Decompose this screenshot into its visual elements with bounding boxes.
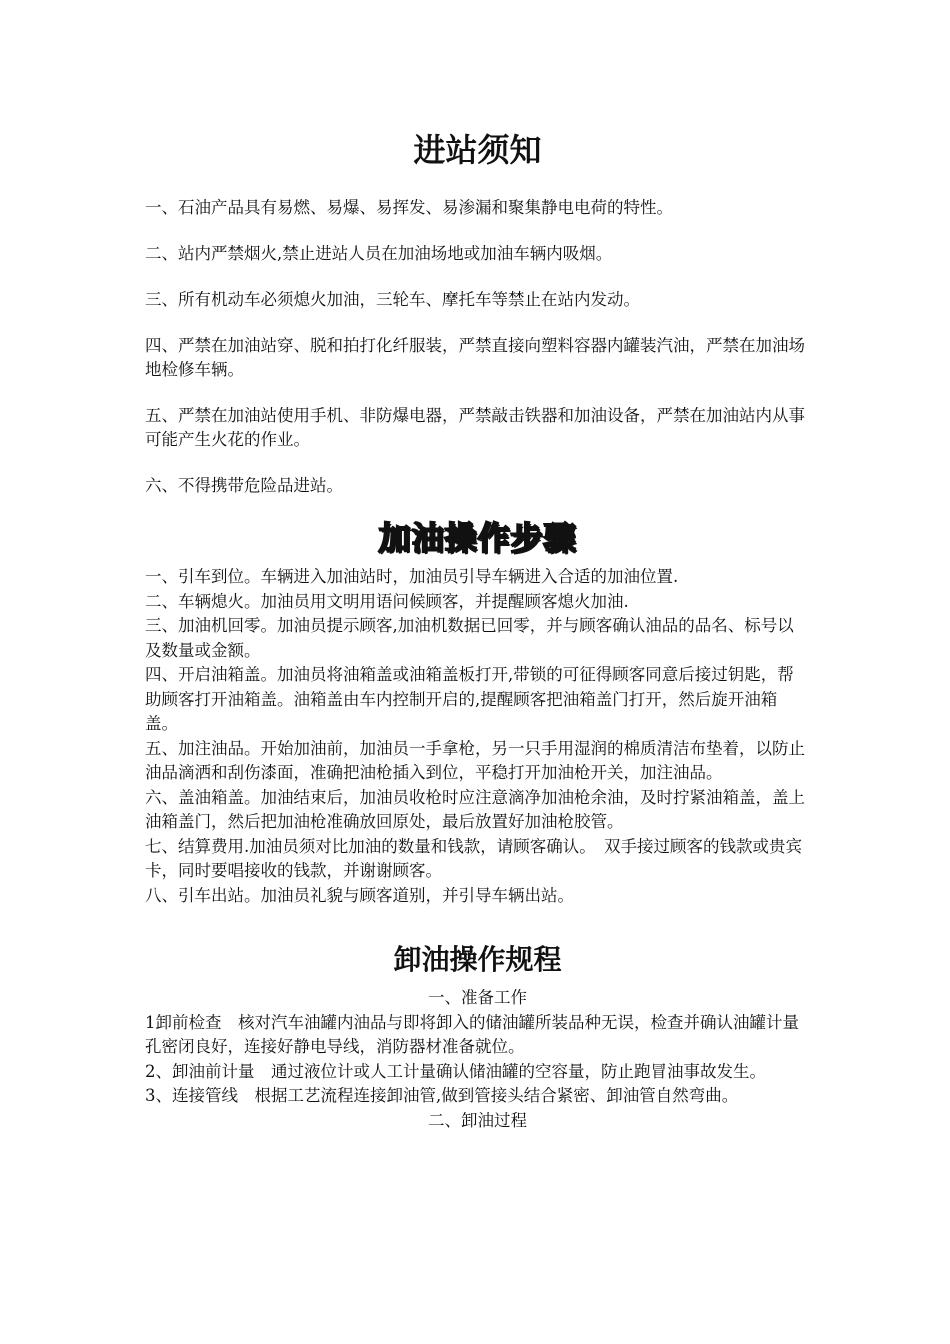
step-item: 四、开启油箱盖。加油员将油箱盖或油箱盖板打开,带锁的可征得顾客同意后接过钥匙，帮助顾客打开油箱盖。油箱盖由车内控制开启的,提醒顾客把油箱盖门打开，然后旋开油箱盖。	[145, 665, 794, 733]
step-item: 二、车辆熄火。加油员用文明用语问候顾客，并提醒顾客熄火加油.	[145, 591, 629, 611]
unload-procedure-title: 卸油操作规程	[393, 943, 562, 976]
notice-item: 一、石油产品具有易燃、易爆、易挥发、易渗漏和聚集静电电荷的特性。	[145, 198, 673, 217]
step-item: 三、加油机回零。加油员提示顾客,加油机数据已回零，并与顾客确认油品的品名、标号以及数量或金额。	[145, 616, 794, 660]
notice-item: 四、严禁在加油站穿、脱和拍打化纤服装，严禁直接向塑料容器内罐装汽油，严禁在加油场地检修车辆。	[145, 336, 805, 379]
step-item: 八、引车出站。加油员礼貌与顾客道别，并引导车辆出站。	[145, 885, 574, 905]
subheading-unloading-process: 二、卸油过程	[428, 1110, 527, 1130]
notice-item: 六、不得携带危险品进站。	[145, 476, 343, 495]
notice-item: 二、站内严禁烟火,禁止进站人员在加油场地或加油车辆内吸烟。	[145, 244, 613, 263]
step-item: 七、结算费用.加油员须对比加油的数量和钱款，请顾客确认。 双手接过顾客的钱款或贵宾卡，同时要唱接收的钱款，并谢谢顾客。	[145, 836, 802, 880]
notice-item: 三、所有机动车必须熄火加油，三轮车、摩托车等禁止在站内发动。	[145, 290, 640, 309]
step-item: 一、引车到位。车辆进入加油站时，加油员引导车辆进入合适的加油位置.	[145, 567, 679, 586]
notice-list	[145, 196, 810, 520]
unload-item: 3、连接管线 根据工艺流程连接卸油管,做到管接头结合紧密、卸油管自然弯曲。	[145, 1086, 739, 1105]
unload-item: 1卸前检查 核对汽车油罐内油品与即将卸入的储油罐所装品种无误，检查并确认油罐计量孔密闭良好，连接好静电导线，消防器材准备就位。	[145, 1012, 799, 1056]
notice-title: 进站须知	[413, 131, 542, 169]
subheading-preparation: 一、准备工作	[428, 988, 527, 1007]
unload-procedure-body	[145, 986, 810, 1133]
step-item: 五、加注油品。开始加油前，加油员一手拿枪，另一只手用湿润的棉质清洁布垫着，以防止油品滴洒和刮伤漆面，准确把油枪插入到位，平稳打开加油枪开关，加注油品。	[145, 738, 805, 782]
notice-item: 五、严禁在加油站使用手机、非防爆电器，严禁敲击铁器和加油设备，严禁在加油站内从事可能产生火花的作业。	[145, 406, 805, 449]
unload-item: 2、卸油前计量 通过液位计或人工计量确认储油罐的空容量，防止跑冒油事故发生。	[145, 1061, 766, 1081]
step-item: 六、盖油箱盖。加油结束后，加油员收枪时应注意滴净加油枪余油，及时拧紧油箱盖，盖上油箱盖门，然后把加油枪准确放回原处，最后放置好加油枪胶管。	[145, 787, 805, 831]
refuel-steps-list	[145, 565, 810, 908]
refuel-steps-title: 加油操作步骤	[378, 519, 577, 557]
